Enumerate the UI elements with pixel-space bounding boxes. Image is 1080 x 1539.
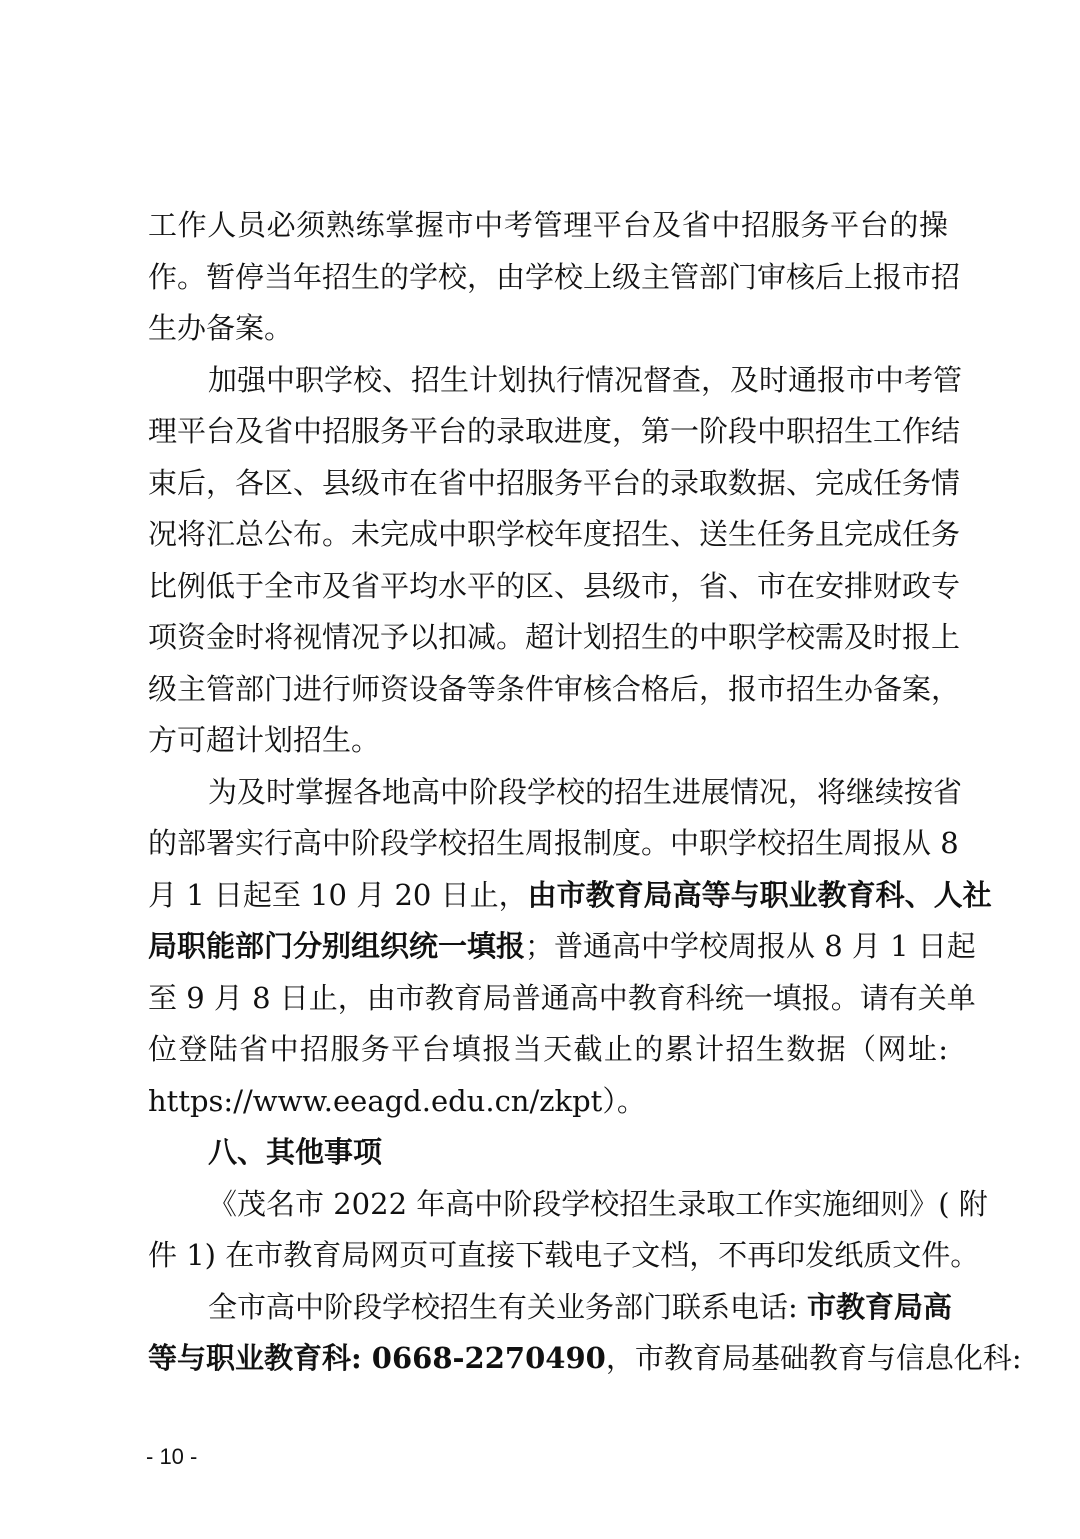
text-line xyxy=(148,514,961,554)
text-segment: 况将汇总公布。未完成中职学校年度招生、送生任务且完成任务 xyxy=(148,517,961,551)
text-line xyxy=(148,308,948,348)
text-line xyxy=(148,1338,1022,1378)
text-segment: 项资金时将视情况予以扣减。超计划招生的中职学校需及时报上 xyxy=(148,620,961,654)
text-segment: 比例低于全市及省平均水平的区、县级市，省、市在安排财政专 xyxy=(148,568,961,603)
bold-text-segment: 八、其他事项 xyxy=(208,1135,383,1169)
text-segment: 至 9 月 8 日止，由市教育局普通高中教育科统一填报。请有关单 xyxy=(148,980,976,1015)
text-segment: 件 1) 在市教育局网页可直接下载电子文档，不再印发纸质文件。 xyxy=(148,1238,980,1272)
text-segment: 《茂名市 2022 年高中阶段学校招生录取工作实施细则》( 附 xyxy=(208,1186,988,1221)
bold-text-segment: 局职能部门分别组织统一填报 xyxy=(148,929,526,963)
text-line xyxy=(148,978,976,1018)
text-line xyxy=(208,1132,948,1172)
text-segment: 加强中职学校、招生计划执行情况督查，及时通报市中考管 xyxy=(208,362,963,397)
text-line xyxy=(208,1287,953,1327)
text-line xyxy=(148,720,948,760)
text-segment: 的部署实行高中阶段学校招生周报制度。中职学校招生周报从 8 xyxy=(148,826,959,860)
text-segment: 为及时掌握各地高中阶段学校的招生进展情况，将继续按省 xyxy=(208,774,963,809)
bold-text-segment: 由市教育局高等与职业教育科、人社 xyxy=(527,877,992,912)
text-segment: 月 1 日起至 10 月 20 日止， xyxy=(148,877,528,912)
text-line xyxy=(148,617,961,657)
text-line xyxy=(208,772,963,812)
text-segment: 工作人员必须熟练掌握市中考管理平台及省中招服务平台的操 xyxy=(148,208,948,242)
text-segment: 作。暂停当年招生的学校，由学校上级主管部门审核后上报市招 xyxy=(148,259,961,294)
text-line xyxy=(148,205,948,245)
bold-text-segment: 市教育局高 xyxy=(807,1289,953,1324)
text-line xyxy=(148,566,961,606)
text-segment: ，市教育局基础教育与信息化科: xyxy=(605,1341,1022,1375)
text-line xyxy=(148,823,959,863)
text-line xyxy=(148,926,976,966)
text-line xyxy=(148,1081,948,1121)
text-segment: 方可超计划招生。 xyxy=(148,723,381,757)
text-line xyxy=(208,1184,988,1224)
text-segment: 全市高中阶段学校招生有关业务部门联系电话: xyxy=(208,1289,807,1324)
text-segment: 生办备案。 xyxy=(148,311,294,345)
text-line xyxy=(208,360,963,400)
text-line xyxy=(148,875,992,915)
text-line xyxy=(148,257,961,297)
text-line xyxy=(148,463,961,503)
text-line xyxy=(148,1235,980,1275)
text-line xyxy=(148,669,961,709)
text-segment: 级主管部门进行师资设备等条件审核合格后，报市招生办备案， xyxy=(148,671,961,706)
text-line xyxy=(148,411,961,451)
text-line xyxy=(148,1029,948,1069)
text-segment: 理平台及省中招服务平台的录取进度，第一阶段中职招生工作结 xyxy=(148,414,961,448)
bold-text-segment: 等与职业教育科: 0668-2270490 xyxy=(148,1341,606,1375)
text-segment: ；普通高中学校周报从 8 月 1 日起 xyxy=(525,929,976,963)
text-segment: https://www.eeagd.edu.cn/zkpt）。 xyxy=(148,1083,646,1118)
text-segment: 束后，各区、县级市在省中招服务平台的录取数据、完成任务情 xyxy=(148,465,961,500)
page-number: - 10 - xyxy=(146,1444,198,1469)
text-segment: 位登陆省中招服务平台填报当天截止的累计招生数据（网址: xyxy=(148,1032,948,1066)
